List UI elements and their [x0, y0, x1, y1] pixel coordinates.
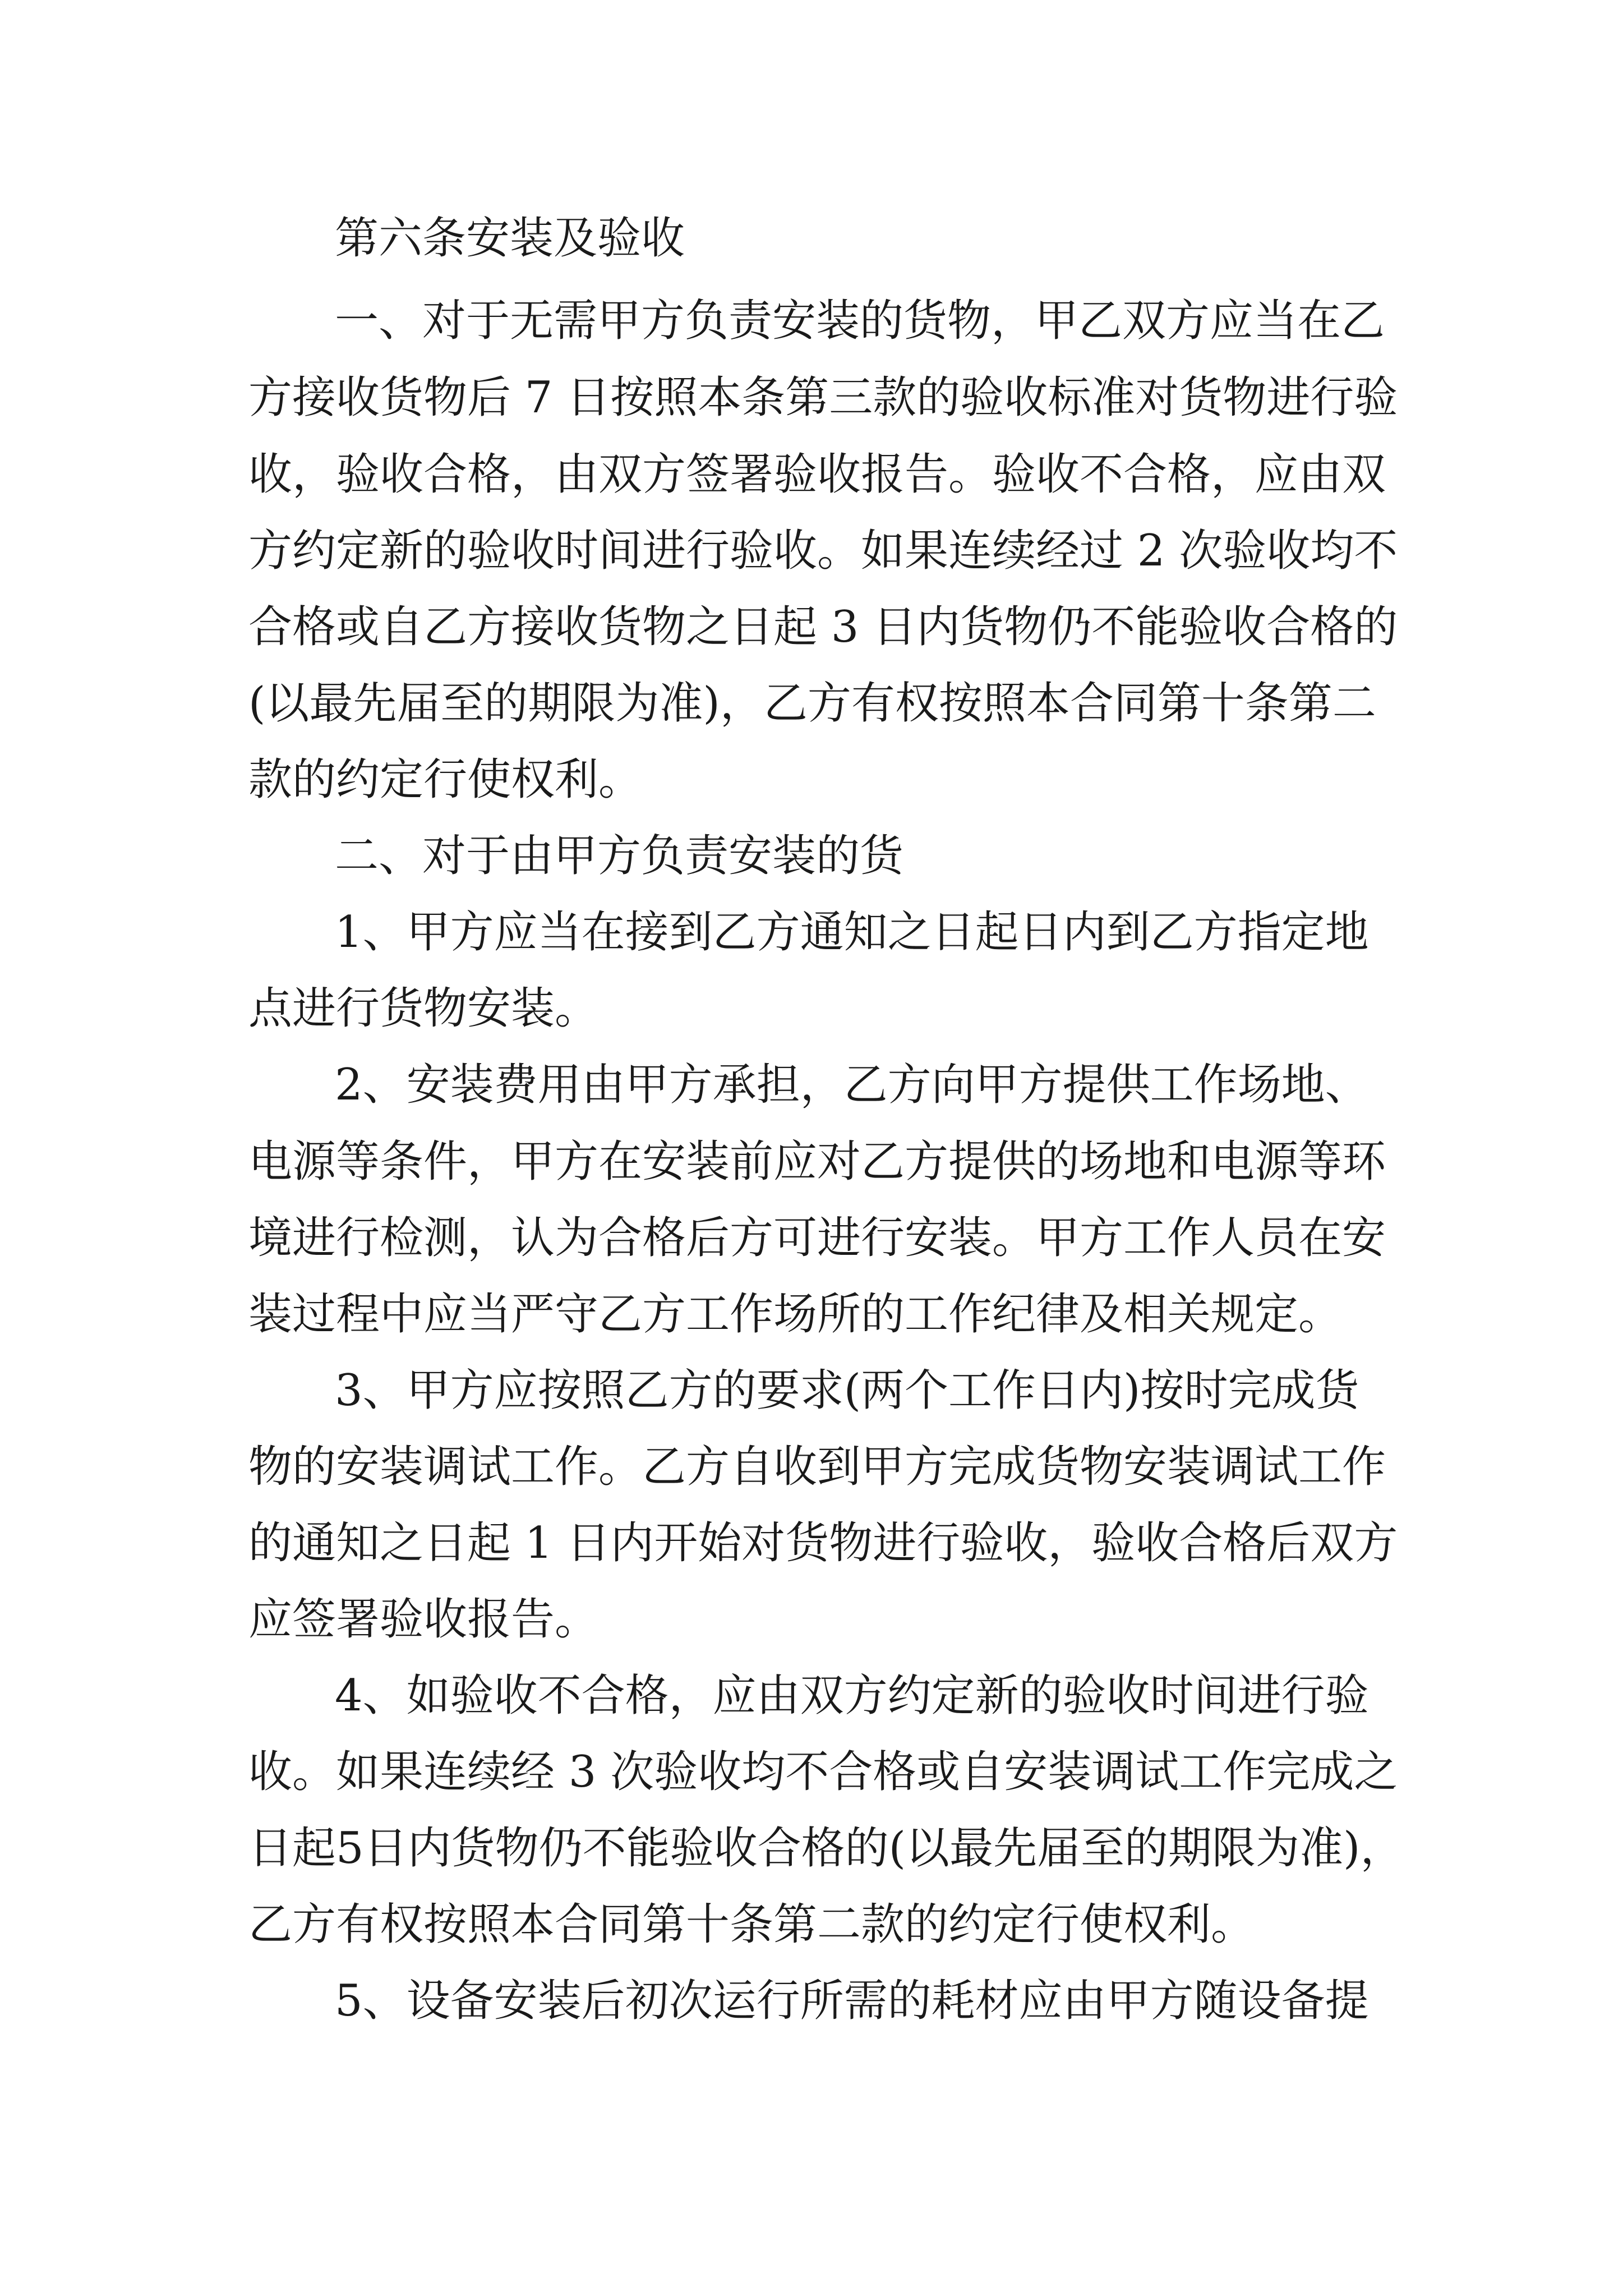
paragraph-1-line-2: 方接收货物后 7 日按照本条第三款的验收标准对货物进行验	[248, 372, 1398, 423]
paragraph-1-line-3: 收，验收合格，由双方签署验收报告。验收不合格，应由双	[248, 449, 1386, 500]
paragraph-3-line-2: 点进行货物安装。	[248, 983, 599, 1034]
paragraph-6-line-2: 收。如果连续经 3 次验收均不合格或自安装调试工作完成之	[248, 1747, 1398, 1797]
paragraph-5-line-3: 的通知之日起 1 日内开始对货物进行验收，验收合格后双方	[248, 1518, 1398, 1568]
paragraph-4-line-4: 装过程中应当严守乙方工作场所的工作纪律及相关规定。	[248, 1289, 1343, 1340]
paragraph-3-line-1: 1、甲方应当在接到乙方通知之日起日内到乙方指定地	[335, 907, 1369, 958]
paragraph-4-line-3: 境进行检测，认为合格后方可进行安装。甲方工作人员在安	[248, 1213, 1386, 1263]
paragraph-4-line-2: 电源等条件，甲方在安装前应对乙方提供的场地和电源等环	[248, 1137, 1386, 1187]
section-heading: 第六条安装及验收	[335, 213, 685, 264]
paragraph-2-line-1: 二、对于由甲方负责安装的货	[335, 831, 904, 881]
paragraph-6-line-1: 4、如验收不合格，应由双方约定新的验收时间进行验	[335, 1671, 1369, 1721]
paragraph-5-line-1: 3、甲方应按照乙方的要求(两个工作日内)按时完成货	[335, 1365, 1359, 1416]
paragraph-1-line-1: 一、对于无需甲方负责安装的货物，甲乙双方应当在乙	[335, 296, 1385, 346]
paragraph-7-line-1: 5、设备安装后初次运行所需的耗材应由甲方随设备提	[335, 1976, 1369, 2026]
paragraph-6-line-4: 乙方有权按照本合同第十条第二款的约定行使权利。	[248, 1899, 1255, 1950]
paragraph-1-line-6: (以最先届至的期限为准)，乙方有权按照本合同第十条第二	[248, 678, 1376, 729]
paragraph-1-line-4: 方约定新的验收时间进行验收。如果连续经过 2 次验收均不	[248, 526, 1398, 576]
paragraph-5-line-4: 应签署验收报告。	[248, 1594, 599, 1645]
paragraph-1-line-7: 款的约定行使权利。	[248, 754, 643, 805]
paragraph-4-line-1: 2、安装费用由甲方承担，乙方向甲方提供工作场地、	[335, 1060, 1369, 1110]
paragraph-1-line-5: 合格或自乙方接收货物之日起 3 日内货物仍不能验收合格的	[248, 602, 1398, 652]
paragraph-5-line-2: 物的安装调试工作。乙方自收到甲方完成货物安装调试工作	[248, 1442, 1386, 1492]
paragraph-6-line-3: 日起5日内货物仍不能验收合格的(以最先届至的期限为准)，	[248, 1823, 1404, 1874]
